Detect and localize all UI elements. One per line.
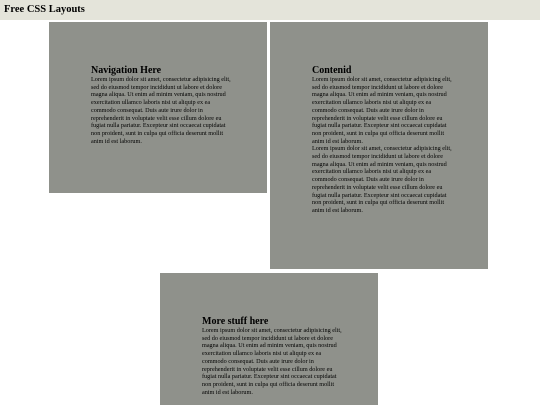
navigation-panel [49,22,267,193]
page-title: Free CSS Layouts [4,4,85,15]
navigation-panel-content [91,65,231,145]
content-paragraph: Lorem ipsum dolor sit amet, consectetur adipisicing elit, sed do eiusmod tempor incididunt ut labore et dolore magna aliqua. Ut enim ad minim veniam, quis nostrud exercitation ullamco laboris nisi ut aliquip ex ea commodo consequat. Duis aute irure dolor in reprehenderit in voluptate velit esse cillum dolore eu fugiat nulla pariatur. Excepteur sint occaecat cupidatat non proident, sunt in culpa qui officia deserunt mollit anim id est laborum. [312,145,452,214]
more-stuff-panel [160,273,378,405]
more-stuff-panel-content [202,316,342,396]
more-stuff-heading: More stuff here [202,316,269,327]
content-panel [270,22,488,269]
content-panel-content [312,65,452,215]
navigation-heading: Navigation Here [91,65,162,76]
page-header [0,0,540,20]
content-paragraph: Lorem ipsum dolor sit amet, consectetur adipisicing elit, sed do eiusmod tempor incididunt ut labore et dolore magna aliqua. Ut enim ad minim veniam, quis nostrud exercitation ullamco laboris nisi ut aliquip ex ea commodo consequat. Duis aute irure dolor in reprehenderit in voluptate velit esse cillum dolore eu fugiat nulla pariatur. Excepteur sint occaecat cupidatat non proident, sunt in culpa qui officia deserunt mollit anim id est laborum. [312,76,452,145]
navigation-paragraph: Lorem ipsum dolor sit amet, consectetur adipisicing elit, sed do eiusmod tempor incididunt ut labore et dolore magna aliqua. Ut enim ad minim veniam, quis nostrud exercitation ullamco laboris nisi ut aliquip ex ea commodo consequat. Duis aute irure dolor in reprehenderit in voluptate velit esse cillum dolore eu fugiat nulla pariatur. Excepteur sint occaecat cupidatat non proident, sunt in culpa qui officia deserunt mollit anim id est laborum. [91,76,231,145]
content-heading: Contenid [312,65,352,76]
more-stuff-paragraph: Lorem ipsum dolor sit amet, consectetur adipisicing elit, sed do eiusmod tempor incididunt ut labore et dolore magna aliqua. Ut enim ad minim veniam, quis nostrud exercitation ullamco laboris nisi ut aliquip ex ea commodo consequat. Duis aute irure dolor in reprehenderit in voluptate velit esse cillum dolore eu fugiat nulla pariatur. Excepteur sint occaecat cupidatat non proident, sunt in culpa qui officia deserunt mollit anim id est laborum. [202,327,342,396]
